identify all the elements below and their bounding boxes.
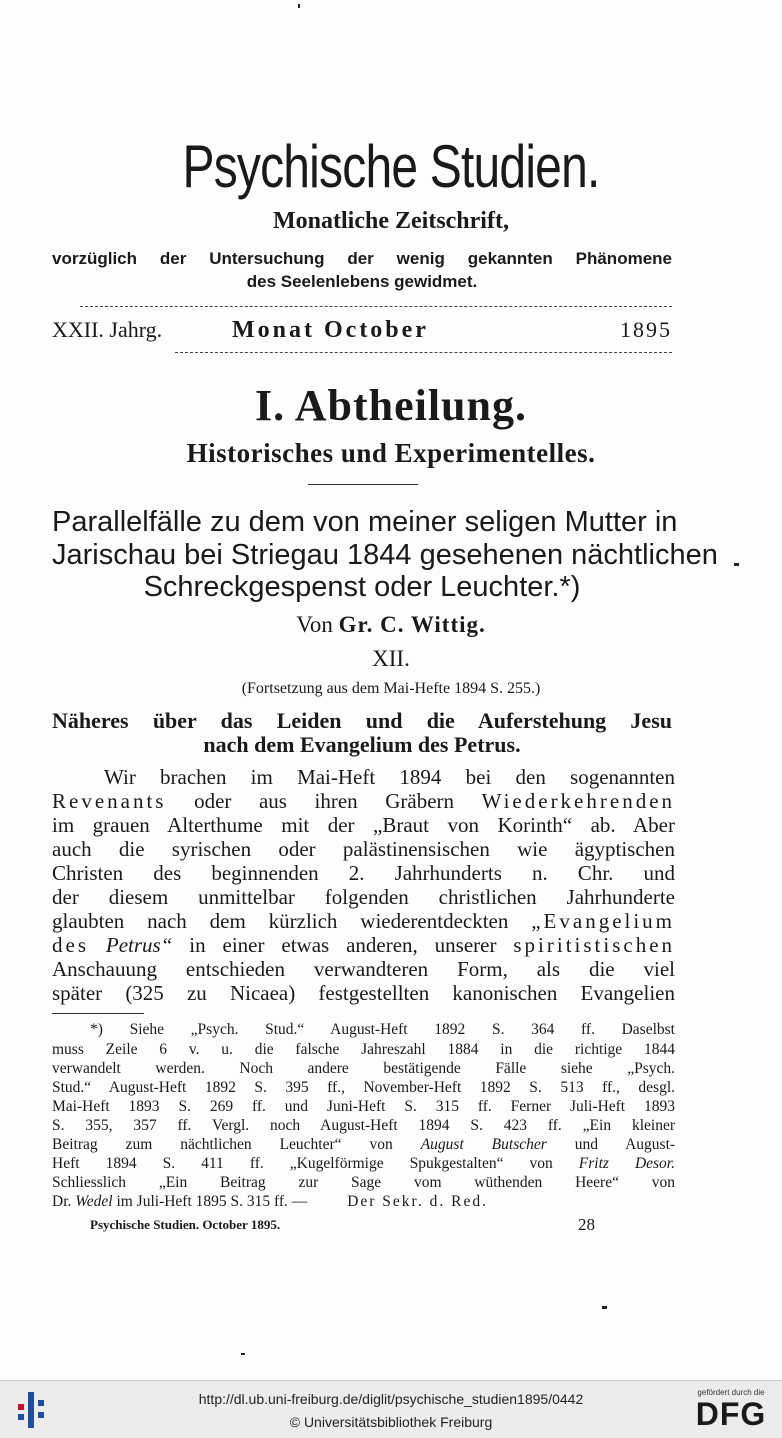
footnote-line: Schliesslich „Ein Beitrag zur Sage vom wüthenden Heere“ von bbox=[52, 1174, 675, 1191]
footnote-rule bbox=[52, 1013, 144, 1014]
body-line: im grauen Alterthume mit der „Braut von Korinth“ ab. Aber bbox=[52, 813, 675, 837]
byline bbox=[0, 612, 782, 638]
section-title: I. Abtheilung. bbox=[255, 381, 527, 430]
chapter-heading-line-1: Näheres über das Leiden und die Auferstehung Jesu bbox=[52, 708, 672, 733]
article-title-line-1: Parallelfälle zu dem von meiner seligen Mutter in bbox=[52, 506, 678, 538]
section-divider bbox=[308, 484, 418, 485]
issue-line bbox=[52, 317, 672, 345]
dfg-logo-text: DFG bbox=[695, 1396, 767, 1432]
journal-description-line-1: vorzüglich der Untersuchung der wenig gekannten Phänomene bbox=[52, 249, 672, 268]
article-title-line-2: Jarischau bei Striegau 1844 gesehenen nächtlichen bbox=[52, 539, 718, 571]
journal-subtitle: Monatliche Zeitschrift, bbox=[273, 208, 509, 234]
footnote-line: Beitrag zum nächtlichen Leuchter“ von August Butscher und August- bbox=[52, 1136, 676, 1153]
masthead-bottom-rule bbox=[175, 352, 672, 353]
page-number: 28 bbox=[578, 1215, 595, 1234]
part-number: XII. bbox=[372, 646, 410, 671]
body-line: Anschauung entschieden verwandteren Form, als die viel bbox=[52, 957, 675, 981]
scan-speck bbox=[602, 1306, 607, 1309]
masthead-top-rule bbox=[80, 306, 672, 307]
copyright-notice: © Universitätsbibliothek Freiburg bbox=[289, 1414, 493, 1430]
footnote-line: Dr. Wedel im Juli-Heft 1895 S. 315 ff. — Der Sekr. d. Red. bbox=[52, 1193, 488, 1210]
volume-label: XXII. Jahrg. bbox=[52, 317, 163, 342]
footnote-line: Stud.“ August-Heft 1892 S. 395 ff., November-Heft 1892 S. 513 ff., desgl. bbox=[52, 1079, 675, 1096]
body-line: auch die syrischen oder palästinensischen wie ägyptischen bbox=[52, 837, 675, 861]
body-line: später (325 zu Nicaea) festgestellten kanonischen Evangelien bbox=[52, 981, 675, 1005]
footnote-line: Mai-Heft 1893 S. 269 ff. und Juni-Heft S. 315 ff. Ferner Juli-Heft 1893 bbox=[52, 1098, 675, 1115]
footnote-line: Heft 1894 S. 411 ff. „Kugelförmige Spukgestalten“ von Fritz Desor. bbox=[52, 1155, 675, 1172]
byline-prefix: Von bbox=[296, 612, 333, 637]
dfg-caption: gefördert durch die bbox=[697, 1388, 765, 1397]
body-line: des Petrus“ in einer etwas anderen, unserer spiritistischen bbox=[52, 933, 676, 957]
article-title-line-3: Schreckgespenst oder Leuchter.*) bbox=[143, 571, 581, 603]
dfg-logo bbox=[690, 1388, 772, 1432]
year-label: 1895 bbox=[620, 317, 672, 342]
section-subtitle: Historisches und Experimentelles. bbox=[186, 438, 596, 468]
permalink-url[interactable]: http://dl.ub.uni-freiburg.de/diglit/psychische_studien1895/0442 bbox=[198, 1391, 584, 1407]
footnote-line: muss Zeile 6 v. u. die falsche Jahreszahl 1884 in die richtige 1844 bbox=[52, 1041, 675, 1058]
body-line: der diesem unmittelbar folgenden christlichen Jahrhunderte bbox=[52, 885, 675, 909]
footnote-line: S. 355, 357 ff. Vergl. noch August-Heft 1894 S. 423 ff. „Ein kleiner bbox=[52, 1117, 675, 1134]
journal-title: Psychische Studien. bbox=[182, 133, 600, 200]
editor-signature: Der Sekr. d. Red. bbox=[347, 1193, 488, 1210]
body-line: Wir brachen im Mai-Heft 1894 bei den sogenannten bbox=[104, 765, 675, 789]
journal-description-line-2: des Seelenlebens gewidmet. bbox=[246, 272, 478, 291]
footnote-line: verwandelt werden. Noch andere bestätigende Fälle siehe „Psych. bbox=[52, 1060, 675, 1077]
body-line: glaubten nach dem kürzlich wiederentdeckten „Evangelium bbox=[52, 909, 676, 933]
body-line: Revenants oder aus ihren Gräbern Wiederkehrenden bbox=[52, 789, 676, 813]
month-label: Monat October bbox=[232, 317, 429, 343]
chapter-heading-line-2: nach dem Evangelium des Petrus. bbox=[203, 732, 521, 757]
scan-speck bbox=[734, 563, 739, 566]
footnote-line: *) Siehe „Psych. Stud.“ August-Heft 1892 S. 364 ff. Daselbst bbox=[90, 1021, 675, 1038]
running-footer bbox=[90, 1217, 595, 1233]
body-line: Christen des beginnenden 2. Jahrhunderts n. Chr. und bbox=[52, 861, 675, 885]
continuation-note: (Fortsetzung aus dem Mai-Hefte 1894 S. 255.) bbox=[241, 680, 541, 697]
scan-speck bbox=[298, 4, 300, 8]
running-footer-title: Psychische Studien. October 1895. bbox=[90, 1217, 281, 1232]
scan-speck bbox=[241, 1353, 245, 1355]
author-name: Gr. C. Wittig. bbox=[338, 612, 486, 637]
